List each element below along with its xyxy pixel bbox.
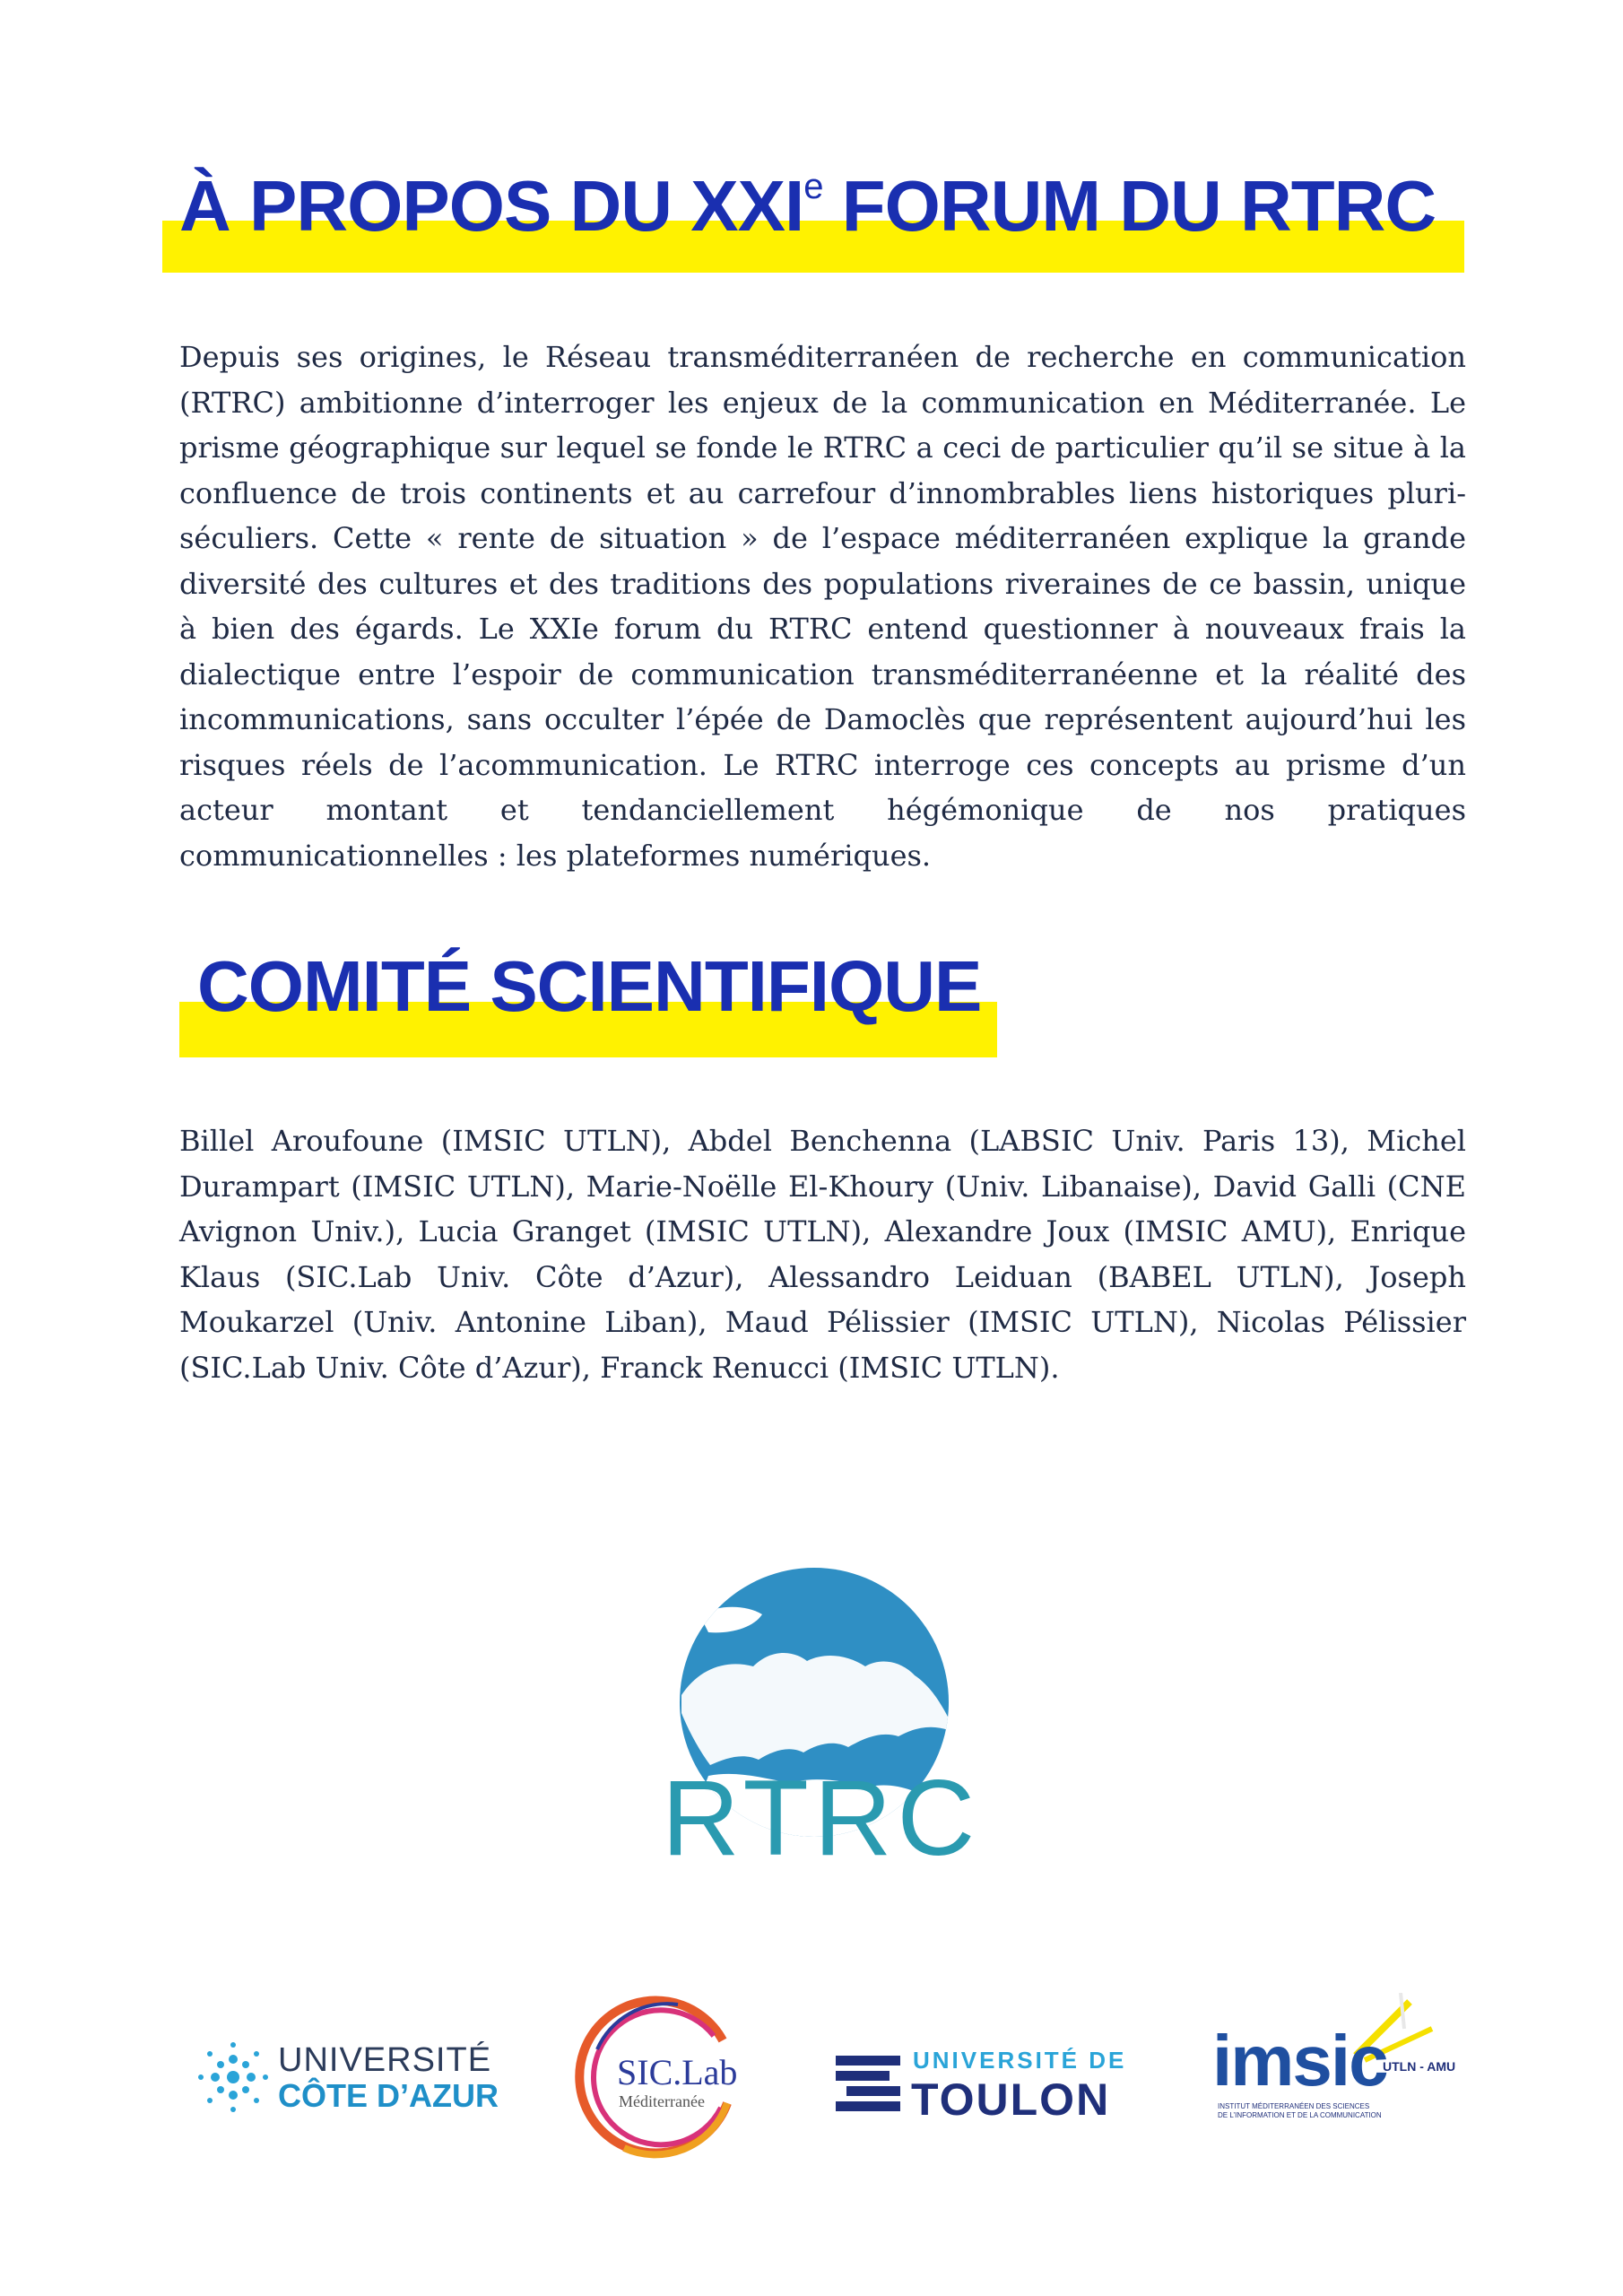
uca-logo [195, 2036, 499, 2117]
uca-line1: UNIVERSITÉ [278, 2041, 492, 2079]
dots-icon [195, 2039, 271, 2115]
toulon-line2: TOULON [911, 2074, 1111, 2125]
about-title: À PROPOS DU XXIe FORUM DU RTRC [179, 166, 1436, 246]
imsic-main: imsic [1212, 2021, 1387, 2100]
siclab-sub: Méditerranée [619, 2092, 705, 2110]
toulon-logo [836, 2043, 1141, 2124]
imsic-logo [1212, 1993, 1472, 2118]
imsic-sub2: DE L’INFORMATION ET DE LA COMMUNICATION [1218, 2111, 1382, 2119]
rtrc-logo [646, 1552, 981, 1883]
imsic-tag: UTLN - AMU [1383, 2059, 1456, 2074]
toulon-mark-icon [836, 2056, 900, 2111]
siclab-logo [570, 1987, 750, 2166]
committee-title: COMITÉ SCIENTIFIQUE [197, 946, 982, 1026]
uca-line2: CÔTE D’AZUR [278, 2077, 499, 2114]
siclab-main: SIC.Lab [617, 2052, 738, 2092]
committee-paragraph: Billel Aroufoune (IMSIC UTLN), Abdel Benchenna (LABSIC Univ. Paris 13), Michel Durampart (IMSIC UTLN), Marie-Noëlle El-Khoury (Univ. Libanaise), David Galli (CNE Avignon Univ.), Lucia Granget (IMSIC UTLN), Alexandre Joux (IMSIC AMU), Enrique Klaus (SIC.Lab Univ. Côte d’Azur), Alessandro Leiduan (BABEL UTLN), Joseph Moukarzel (Univ. Antonine Liban), Maud Pélissier (IMSIC UTLN), Nicolas Pélissier (SIC.Lab Univ. Côte d’Azur), Franck Renucci (IMSIC UTLN). [179, 1124, 1466, 1385]
imsic-sub1: INSTITUT MÉDITERRANÉEN DES SCIENCES [1218, 2102, 1370, 2110]
toulon-line1: UNIVERSITÉ DE [913, 2047, 1127, 2074]
about-paragraph: Depuis ses origines, le Réseau transméditerranéen de recherche en communication (RTRC) ambitionne d’interroger les enjeux de la communication en Méditerranée. Le prisme géographique sur lequel se fonde le RTRC a ceci de particulier qu’il se situe à la confluence de trois continents et au carrefour d’innombrables liens historiques pluri-séculiers. Cette « rente de situation » de l’espace méditerranéen explique la grande diversité des cultures et des traditions des populations riveraines de ce bassin, unique à bien des égards. Le XXIe forum du RTRC entend questionner à nouveaux frais la dialectique entre l’espoir de communication transméditerranéenne et la réalité des incommunications, sans occulter l’épée de Damoclès que représentent aujourd’hui les risques réels de l’acommunication. Le RTRC interroge ces concepts au prisme d’un acteur montant et tendanciellement hégémonique de nos pratiques communicationnelles : les plateformes numériques. [179, 340, 1466, 873]
rtrc-logo-text: RTRC [662, 1758, 981, 1878]
